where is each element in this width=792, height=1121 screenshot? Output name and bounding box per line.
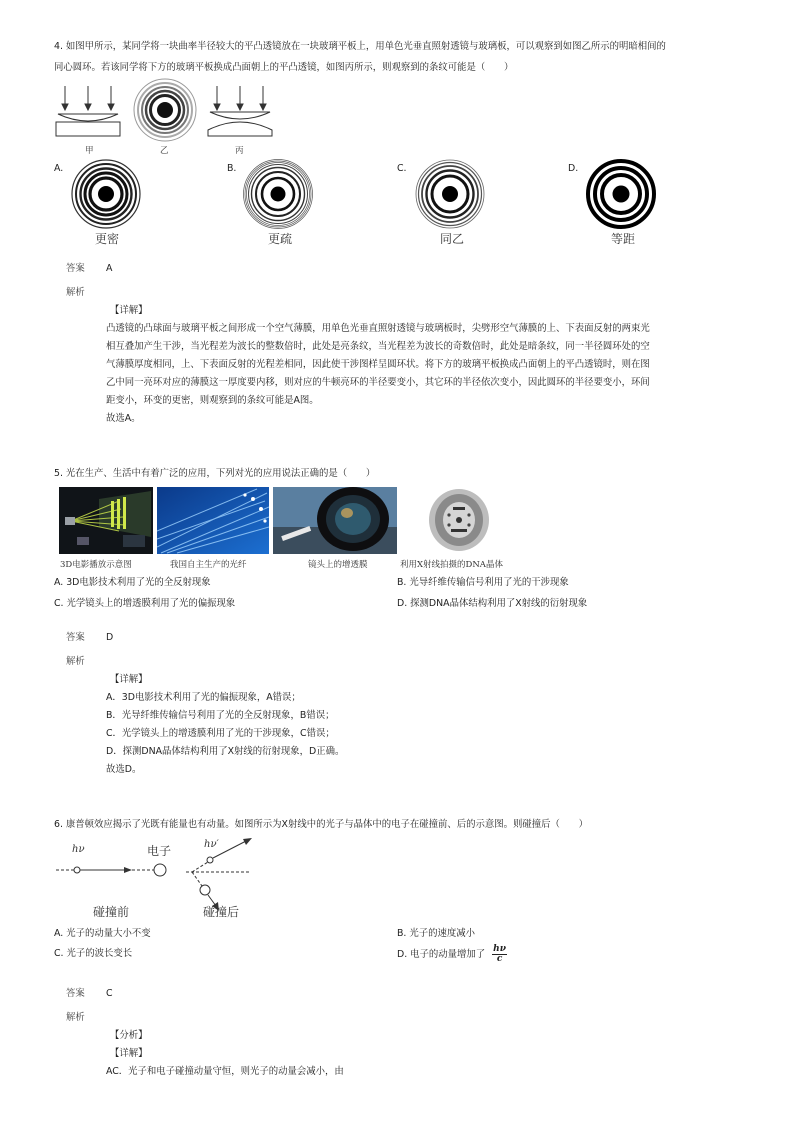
q4-option-a-caption: 更密 bbox=[95, 232, 120, 246]
q6-answer-label: 答案 bbox=[66, 988, 85, 999]
q6-option-d-fraction bbox=[492, 945, 507, 964]
q4-detail-line: 乙中同一亮环对应的薄膜这一厚度要内移，则对应的牛顿亮环的半径要变小，其它环的半径依次变小，因此圆环的半径要变小，环间 bbox=[106, 377, 650, 388]
q6-stem: 6. 康普顿效应揭示了光既有能量也有动量。如图所示为X射线中的光子与晶体中的电子在碰撞前、后的示意图。则碰撞后（ ） bbox=[54, 819, 588, 830]
q6-analysis-title: 【分析】 bbox=[110, 1030, 148, 1041]
q4-option-c-rings bbox=[414, 158, 486, 230]
q5-photo-optical-fiber bbox=[157, 487, 269, 554]
q5-option-c: C. 光学镜头上的增透膜利用了光的偏振现象 bbox=[54, 598, 236, 609]
q5-answer-value: D bbox=[106, 632, 114, 643]
q6-fraction-denominator: c bbox=[496, 954, 503, 964]
q6-detail-line: AC．光子和电子碰撞动量守恒，则光子的动量会减小，由 bbox=[106, 1066, 344, 1077]
q6-option-d-text: D. 电子的动量增加了 bbox=[397, 949, 486, 960]
q6-option-d bbox=[397, 945, 507, 964]
q4-detail-line: 气薄膜厚度相同，上、下表面反射的光程差相同，因此使干涉图样呈圆环状。将下方的玻璃平板换成凸面朝上的平凸透镜时，则在图 bbox=[106, 359, 650, 370]
q4-stem-line1: 4. 如图甲所示，某同学将一块曲率半径较大的平凸透镜放在一块玻璃平板上，用单色光垂直照射透镜与玻璃板，可以观察到如图乙所示的明暗相间的 bbox=[54, 41, 666, 52]
q5-photo-caption: 我国自主生产的光纤 bbox=[170, 560, 247, 570]
q6-after-caption: 碰撞后 bbox=[203, 905, 240, 919]
q5-option-d: D. 探测DNA晶体结构利用了X射线的衍射现象 bbox=[397, 598, 588, 609]
q4-option-c-letter: C. bbox=[397, 163, 407, 174]
q4-analysis-label: 解析 bbox=[66, 287, 85, 298]
q5-stem: 5. 光在生产、生活中有着广泛的应用，下列对光的应用说法正确的是（ ） bbox=[54, 468, 376, 479]
q4-option-d-letter: D. bbox=[568, 163, 579, 174]
q5-photo-3d-cinema bbox=[59, 487, 153, 554]
q4-figure-jia bbox=[52, 84, 124, 140]
q4-answer-label: 答案 bbox=[66, 263, 85, 274]
q4-stem-line2: 同心圆环。若该同学将下方的玻璃平板换成凸面朝上的平凸透镜，如图丙所示，则观察到的条纹可能是（ ） bbox=[54, 62, 514, 73]
q6-detail-title: 【详解】 bbox=[110, 1048, 148, 1059]
q5-option-a: A. 3D电影技术利用了光的全反射现象 bbox=[54, 577, 211, 588]
q4-figure-yi bbox=[133, 78, 197, 142]
q6-electron-label: 电子 bbox=[147, 844, 172, 858]
q5-photo-caption: 利用X射线拍摄的DNA晶体 bbox=[400, 560, 503, 570]
q5-detail-line: B．光导纤维传输信号利用了光的全反射现象，B错误； bbox=[106, 710, 335, 721]
q5-photo-caption: 3D电影播放示意图 bbox=[60, 560, 132, 570]
q4-option-a-rings bbox=[70, 158, 142, 230]
q5-detail-title: 【详解】 bbox=[110, 674, 148, 685]
q4-detail-line: 距变小，环变的更密，则观察到的条纹可能是A图。 bbox=[106, 395, 319, 406]
q5-detail-line: C．光学镜头上的增透膜利用了光的干涉现象，C错误； bbox=[106, 728, 335, 739]
q4-detail-title: 【详解】 bbox=[110, 305, 148, 316]
q4-option-b-caption: 更疏 bbox=[268, 232, 293, 246]
q4-option-a-letter: A. bbox=[54, 163, 64, 174]
q4-option-b-rings bbox=[242, 158, 314, 230]
q5-answer-label: 答案 bbox=[66, 632, 85, 643]
q5-detail-line: 故选D。 bbox=[106, 764, 142, 775]
q4-detail-line: 相互叠加产生干涉，当光程差为波长的整数倍时，此处是亮条纹，当光程差为波长的奇数倍时，此处是暗条纹，同一半径圆环处的空 bbox=[106, 341, 650, 352]
q5-detail-line: A．3D电影技术利用了光的偏振现象，A错误； bbox=[106, 692, 301, 703]
q6-photon-after-label: hν′ bbox=[204, 839, 219, 850]
q5-analysis-label: 解析 bbox=[66, 656, 85, 667]
q5-detail-line: D．探测DNA晶体结构利用了X射线的衍射现象，D正确。 bbox=[106, 746, 345, 757]
q6-fraction-numerator: hν bbox=[493, 944, 506, 954]
q4-detail-line: 凸透镜的凸球面与玻璃平板之间形成一个空气薄膜，用单色光垂直照射透镜与玻璃板时，尖劈形空气薄膜的上、下表面反射的两束光 bbox=[106, 323, 650, 334]
q4-option-c-caption: 同乙 bbox=[440, 232, 465, 246]
q6-option-a: A. 光子的动量大小不变 bbox=[54, 928, 151, 939]
q5-option-b: B. 光导纤维传输信号利用了光的干涉现象 bbox=[397, 577, 569, 588]
q6-before-caption: 碰撞前 bbox=[93, 905, 130, 919]
q4-option-d-rings bbox=[585, 158, 657, 230]
q5-photo-caption: 镜头上的增透膜 bbox=[308, 560, 368, 570]
q6-option-c: C. 光子的波长变长 bbox=[54, 948, 133, 959]
q4-fig-label-jia: 甲 bbox=[85, 146, 94, 156]
q4-option-b-letter: B. bbox=[227, 163, 237, 174]
q4-figure-bing bbox=[204, 84, 276, 140]
q6-analysis-label: 解析 bbox=[66, 1012, 85, 1023]
q4-fig-label-yi: 乙 bbox=[160, 146, 169, 156]
q4-detail-line: 故选A。 bbox=[106, 413, 141, 424]
q4-option-d-caption: 等距 bbox=[611, 232, 636, 246]
q5-photo-xray-dna bbox=[425, 487, 493, 554]
q4-answer-value: A bbox=[106, 263, 113, 274]
q6-photon-before-label: hν bbox=[72, 844, 85, 855]
q6-answer-value: C bbox=[106, 988, 113, 999]
q4-fig-label-bing: 丙 bbox=[235, 146, 244, 156]
q6-option-b: B. 光子的速度减小 bbox=[397, 928, 476, 939]
q5-photo-camera-lens bbox=[273, 487, 397, 554]
